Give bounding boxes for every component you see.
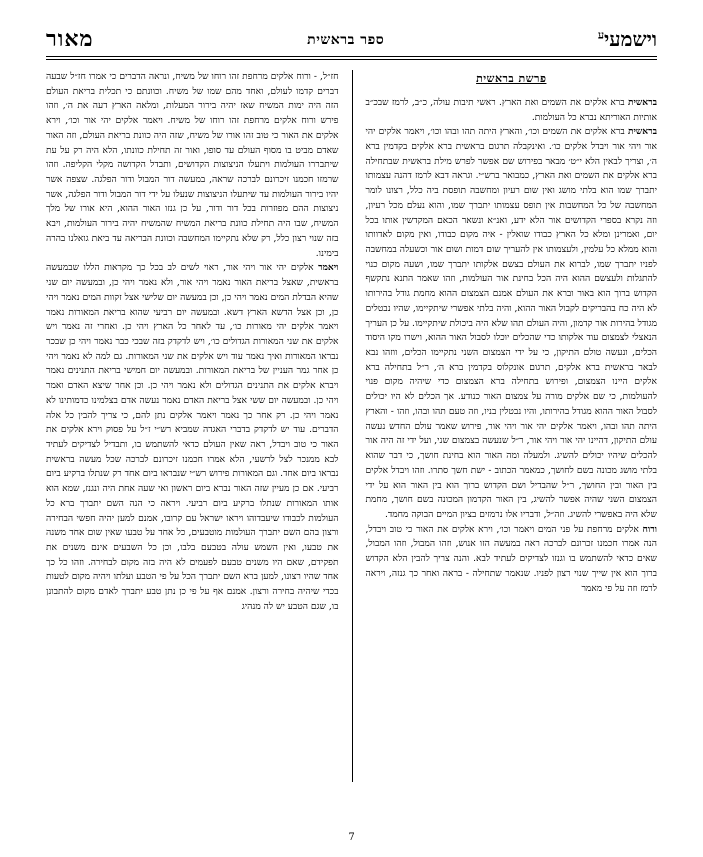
page-header xyxy=(46,26,657,57)
parsha-title xyxy=(598,27,657,52)
paragraph-text: ברא אלקים את השמים ואת הארץ. ראשי תיבות עולה, כ״ב, לרמז שבכ״ב אותיות האוריתא נברא כל העולמות. xyxy=(365,97,657,123)
paragraph-lead: ורוח xyxy=(642,523,657,535)
paragraph xyxy=(366,125,658,522)
parsha-title-text: וישמעי xyxy=(604,27,657,51)
parsha-title-sup: ע xyxy=(597,28,605,42)
section-header: ספר בראשית xyxy=(307,32,385,48)
paragraph-text: חז״ל, - ורוח אלקים מרחפת זהו רוחו של משיח, ונראה הדברים כי אמרו חז״ל שבעה דברים קדמו לעולם, ואחד מהם שמו של משיח. וכוונתם כי תכלית בריאת העולם הזה היה ימות המשיח שאז יהיה בירור המעלות, ומלאה הארץ דעה את ה׳, וזהו פירש ורוח אלקים מרחפת זהו רוחו של משיח. ויאמר אלקים יהי אור וכו׳, וירא אלקים את האור כי טוב זהו אורו של משיח, שזה היה כוונת בריאת העולם, וזה האור שאדם מביט בו מסוף העולם עד סופו, ואור זה תחילת כוונתו, הלא היה רק על עת שיתבררו העולמות ויתעלו הניצוצות הקדושים, ותבדל הקדושה מקלי הקליפה. וזהו שרמזו חכמנו זיכרונם לברכה שראה, במעשה דור המבול ודור הפלגה. שצפה אשר יהיו בירור העולמות עד שיתעלו הניצוצות שנעלו על ידי דור המבול ודור הפלגה, אשר ניצוצות ההם מפוזרות בכל דור ודור, על כן גנזו האור ההוא, היא אורו של מלך המשיח, שבו היה תחילת כוונת בריאת המשיח שהמשיח יהיה בירור העולמות, ויבא בזה שנוי רצון כלל, רק שלא נתקיימו המחשבה וכוונת הבריאה עד ביאת גואלנו בהרה בימינו. xyxy=(46,72,339,259)
paragraph xyxy=(46,70,339,261)
header-divider xyxy=(46,59,657,60)
column-right xyxy=(352,70,658,782)
paragraph-lead: בראשית xyxy=(627,126,657,138)
paragraph-lead: ויאמר xyxy=(318,262,339,274)
paragraph xyxy=(366,523,658,597)
paragraph xyxy=(366,96,658,125)
page-footer xyxy=(0,832,703,843)
paragraph-text: ברא אלקים את השמים וכו׳, והארץ היתה תהו ובהו וכו׳, ויאמר אלקים יהי אור ויהי אור ויבדל אלקים כו׳. ואינקבלה תרגום בראשית ברא אלקים בקדמין ברא ה׳, וצריך לבאין הלא י״ט׳ מבאר בפירוש שם אפשר לפרש מילת בראשית שבתחילה ברא אלקים את השמים ואת הארץ, כמבואר ברש״י. וגראה דבא לרמז דהנה עצמותו יתברך שמו הוא בלתי מושג ואין שום רעיון ומחשבה תופסת ביה כלל, רצונו לומר המחשבה של כל המחשבות אין תופס עצמותו יתברך שמו, והוא נעלם מכל רעיון, וזה נקרא בספרי הקדושים אור הלא ידע, ואנ״א ונשאר הכאם המקדשין אותו בכל יום, ואמרינן ומלא כל הארץ כבודו שואלין - איה מקום כבודו, ואין מקום לאדוותו והוא ממלא כל עלמין, ולעצמותו אין להעריך שום דמות ושום אור וכשעלה במחשבה לפניו יתברך שמו, לברוא את העולם בצשם אלקותו יתברך שמו, ושעה מקום כנוי להתגלות ולעצשם ההוא היה הכל בחינת אור העולמות, וזהו שאמר התנא נתקשף הקדוש ברוך הוא באור וברא את העולם אמנם הצמצום ההוא מחמת גודל בהירותו לא היה כח בהבריקים לקבול האור ההוא, והיה בלתי אפשרי שיתקיימו, שהיו נבטלים מגודל בהירות אור קדמון, והיה העולם תהו שלא היה ביכולת שיתקיימו. על כן העריך הנאצלי לצמצום עוד אלקותו כדי שהכלים יוכלו לסבול האור ההוא, וישרו מקו היסוד הכלים, ונעשה טולם התיקון, כי על ידי הצמצום השני נתקיימו הכלים, ווזהו נבא לבאר בראשית ברא אלקים, תרגום אונקלוס בקדמין ברא ה׳, ר״ל בתחילה ברא אלקים היינו הצמצום, ופירוש בתחילה ברא הצמצום כדי שיהיה מקום פנוי להעולמות, כי שם אלקים מורה על צמצום האור כנודע. אך הכלים לא היו יכולים לסבול האור ההוא מגודל בהירותו, והיו נבטלין בניו, וזה טעם תהו ובהו, וזהו - והארץ היתה תהו ובהו, ויאמר אלקים יהי אור ויהי אור, פירוש שאמר עולם החדש נעשה עולם התיקון, דהיינו יהי אור ויהי אור, ר״ל שנעשה בצמצום שני, ועל ידי זה היה אור להכלים שיהיו יכולים להשיג. ולמעלה ומה האור הוא בחינת חושך, כי דבר שהוא בלתי מושג מכונה בשם לחושך, כמאמר הכתוב - ישת חשך סתרו. וזהו ויבדל אלקים בין האור ובין החושך, ר״ל שהבדיל ושם הקדוש ברוך הוא בין האור הוא על ידי הצמצום השני שהיה אפשר להשיג, בין האור הקדמון המכונה בשם חושך, מחמת שלא היה באפשרי להשיג. וזה״ל, ודבריו אלו נרמזים בציון המיים הבוקה מחמד. xyxy=(365,127,657,520)
parsha-section-title: פרשת בראשית xyxy=(476,72,547,85)
paragraph xyxy=(46,261,339,614)
page-number: 7 xyxy=(348,832,355,843)
column-left xyxy=(46,70,352,782)
paragraph-text: אלקים מרחפת על פני המים ויאמר וכו׳, וירא אלקים את האור כי טוב ויבדל, הנה אמרו חכמנו זכרונם לברכה ראה במעשה הזו אנוש, וזהו המבול, וזהו המבול, שאים כדאי להשתמש בו וגנזו לצדיקים לעתיד לבא. והנה צריך להבין הלא הקדוש ברוך הוא אין שייך שנוי רצון לפניו. שנאמר שתחילה - בראה ואחר כך גנזה, ויראה לרמז וזה על פי מאמר xyxy=(365,524,657,594)
paragraph-lead: בראשית xyxy=(627,96,657,108)
book-title: מאור xyxy=(46,26,94,52)
body-columns xyxy=(46,70,657,782)
paragraph-text: אלקים יהי אור ויהי אור, ראוי לשים לב בכל כך מקראות הללו שבמעשה בראשית, שאצל בריאת האור נאמר ויהי אור, ולא נאמר ויהי כן, ובמעשה יום שני שהיא הבדלת המים נאמר ויהי כן, וכן במעשה יום שלישי אצל זקוות המים נאמר ויהי כן, וכן אצל הדשא הארץ דשא. ובמעשה יום רביעי שהוא בריאת המאורות נאמר ויאמר אלקים יהי מאורות כו׳, עד לאחר כל הארץ ויהי כן. ואחרי זה נאמר ויש אלקים את שני המאורות הגדולים כו׳, ויש לדקדק בזה שבכי כבר נאמר ויהי כן שבכר נבראו המאורות ואיך נאמר עוד ויש אלקים את שני המאורות. גם למה לא נאמר ויהי כן אחר גמר העניין של בריאת המאורות. ובמעשה יום חמישי בריאת התנינים נאמר ויברא אלקים את התנינים הגדולים ולא נאמר ויהי כן. וכן אחר שיצא האדם ואמר ויהי כן. ובמעשה יום ששי אצל בריאת האדם נאמר נעשה אדם בצלמינו כדמותינו לא נאמר ויהי כן. רק אחר כך נאמר ויאמר אלקים נתן להם, כי צריך להבין כל אלה הדברים. עוד יש לדקדק בדברי האגדה שמביא רש״י ז״ל על פסוק וירא אלקים את האור כי טוב ויבדל, ראה שאין העולם כדאי להשתמש בו, ותבדיל לצדיקים לעתיד לבא ממנכר לצל לרשעי, הלא אמרו חכמנו זיכרונם לברכה שכל מעשה בראשית נבראו ביום אחד. וגם המאורות פירוש רש״י שנבראו ביום אחד רק שנתלו ברקיע ביום רביעי. אם כן מעיין שזה האור נברא ביום ראשון ואי שעה אחת היה ונגנז, שמא הוא אותו המאורות שנתלו ברקיע ביום רביעי. ויראה כי הנה השם יתברך ברא כל העולמות לכבודו שיעבדוהו ויראו ישראל עם קרובו, אמנם למען יהיה חפשי הבחירה ורצון בהם השם יתברך העולמות מוטבעים, כל אחד על טבעו שאין שום אחד משנה את טבעו, ואין השמש עולה בטבעם בלבו, וכן כל השבעים אינם משנים את תפקידם, שאם היו משנים טבעם לפעמים לא היה בזה מקום לבחירה. וזהו כל כך אחד שהיו רצונו, למען ברא השם יתברך הכל על פי הטבע ועלתו ויהיה מקום לטעות בכדי שיהיה בחירה ורצון. אמנם אף על פי כן נתן טבע יתברך לאדם מקום להתבונן בו, שגם הטבע יש לה מנהיג xyxy=(46,263,339,612)
